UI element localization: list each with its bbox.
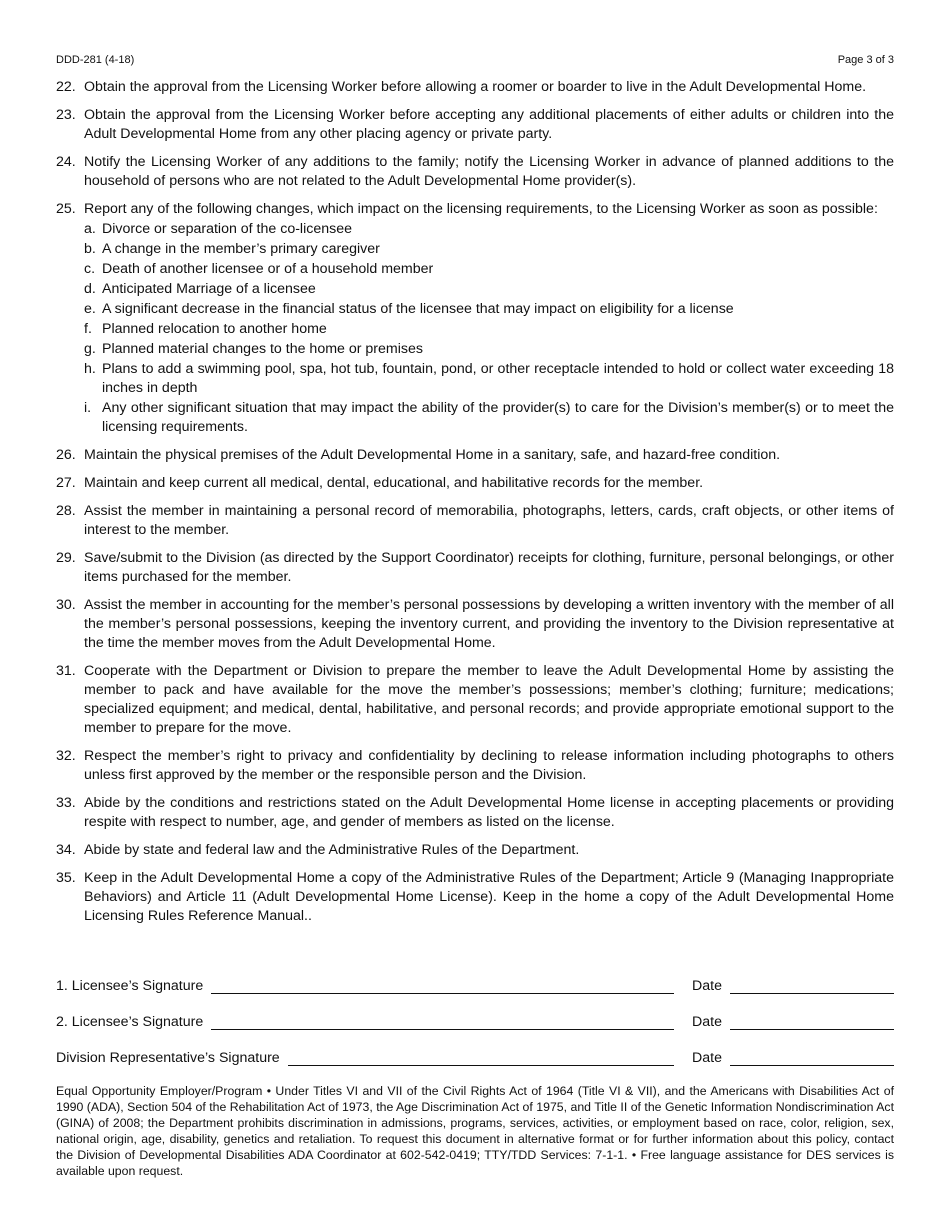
item-number: 24. (56, 154, 76, 170)
sub-item-letter: a. (84, 221, 96, 237)
requirements-list (56, 78, 894, 935)
list-item (56, 474, 894, 493)
item-text: Save/submit to the Division (as directed by the Support Coordinator) receipts for clothing, furniture, personal belongings, or other items purchased for the member. (84, 550, 894, 585)
signature-block (56, 975, 894, 1083)
sub-item-letter: b. (84, 241, 96, 257)
item-text: Keep in the Adult Developmental Home a copy of the Administrative Rules of the Department; Article 9 (Managing Inappropriate Behaviors) and Article 11 (Adult Developmental Home License). Keep in the home a copy of the Adult Developmental Home Licensing Rules Reference Manual.. (84, 870, 894, 924)
sub-item (84, 220, 894, 239)
item-number: 30. (56, 597, 76, 613)
division-rep-signature-label: Division Representative’s Signature (56, 1050, 280, 1066)
item-text: Abide by state and federal law and the Administrative Rules of the Department. (84, 842, 580, 858)
list-item (56, 153, 894, 191)
sub-item-letter: g. (84, 341, 96, 357)
item-text: Cooperate with the Department or Division to prepare the member to leave the Adult Developmental Home by assisting the member to pack and have available for the move the member’s possessions; member’s clothing; furniture; medications; specialized equipment; and medical, dental, habilitative, and personal records; and provide appropriate emotional support to the member to prepare for the move. (84, 663, 894, 736)
date-label: Date (692, 1050, 722, 1066)
list-item (56, 662, 894, 738)
licensee-2-date-field[interactable] (730, 1013, 894, 1030)
sub-item-text: Planned relocation to another home (102, 321, 327, 337)
sub-item-text: Death of another licensee or of a household member (102, 261, 434, 277)
item-text: Report any of the following changes, which impact on the licensing requirements, to the Licensing Worker as soon as possible: (84, 201, 878, 217)
sub-item-letter: i. (84, 400, 92, 416)
equal-opportunity-notice: Equal Opportunity Employer/Program • Under Titles VI and VII of the Civil Rights Act of 1964 (Title VI & VII), and the Americans with Disabilities Act of 1990 (ADA), Section 504 of the Rehabilitation Act of 1973, the Age Discrimination Act of 1975, and Title II of the Genetic Information Nondiscrimination Act (GINA) of 2008; the Department prohibits discrimination in admissions, programs, services, activities, or employment based on race, color, religion, sex, national origin, age, disability, genetics and retaliation. To request this document in alternative format or for further information about this policy, contact the Division of Developmental Disabilities ADA Coordinator at 602-542-0419; TTY/TDD Services: 7-1-1. • Free language assistance for DES services is available upon request. (56, 1084, 894, 1178)
item-text: Obtain the approval from the Licensing Worker before accepting any additional placements of either adults or children into the Adult Developmental Home from any other placing agency or private party. (84, 107, 894, 142)
item-text: Notify the Licensing Worker of any additions to the family; notify the Licensing Worker in advance of planned additions to the household of persons who are not related to the Adult Developmental Home provider(s). (84, 154, 894, 189)
division-rep-date-field[interactable] (730, 1049, 894, 1066)
signature-row-licensee-1 (56, 975, 894, 994)
sub-item (84, 260, 894, 279)
item-text: Abide by the conditions and restrictions stated on the Adult Developmental Home license in accepting placements or providing respite with respect to number, age, and gender of members as listed on the license. (84, 795, 894, 830)
item-text: Respect the member’s right to privacy and confidentiality by declining to release information including photographs to others unless first approved by the member or the responsible person and the Division. (84, 748, 894, 783)
item-text: Assist the member in accounting for the member’s personal possessions by developing a written inventory with the member of all the member’s personal possessions, keeping the inventory current, and providing the inventory to the Division representative at the time the member moves from the Adult Developmental Home. (84, 597, 894, 651)
item-number: 25. (56, 201, 76, 217)
list-item (56, 747, 894, 785)
item-number: 26. (56, 447, 76, 463)
sub-item-letter: f. (84, 321, 92, 337)
sub-item (84, 280, 894, 299)
date-label: Date (692, 1014, 722, 1030)
sub-item-letter: c. (84, 261, 96, 277)
sub-item-text: A significant decrease in the financial status of the licensee that may impact on eligibility for a license (102, 301, 734, 317)
licensee-1-date-field[interactable] (730, 977, 894, 994)
item-body (84, 200, 894, 437)
sub-item-text: Any other significant situation that may impact the ability of the provider(s) to care for the Division’s member(s) or to meet the licensing requirements. (102, 400, 894, 435)
list-item (56, 549, 894, 587)
item-number: 34. (56, 842, 76, 858)
sub-item-text: Divorce or separation of the co-licensee (102, 221, 352, 237)
sub-item-letter: d. (84, 281, 96, 297)
item-number: 31. (56, 663, 76, 679)
list-item (56, 78, 894, 97)
sub-item (84, 340, 894, 359)
item-number: 33. (56, 795, 76, 811)
licensee-1-signature-field[interactable] (211, 977, 674, 994)
item-text: Maintain and keep current all medical, dental, educational, and habilitative records for the member. (84, 475, 704, 491)
licensee-2-signature-label: 2. Licensee’s Signature (56, 1014, 204, 1030)
item-number: 23. (56, 107, 76, 123)
list-item (56, 794, 894, 832)
signature-row-division-rep (56, 1047, 894, 1066)
list-item (56, 841, 894, 860)
date-label: Date (692, 978, 722, 994)
sub-item (84, 240, 894, 259)
signature-row-licensee-2 (56, 1011, 894, 1030)
item-number: 29. (56, 550, 76, 566)
sub-item-text: Plans to add a swimming pool, spa, hot tub, fountain, pond, or other receptacle intended to hold or collect water exceeding 18 inches in depth (102, 361, 894, 396)
sub-item-letter: h. (84, 361, 96, 377)
division-rep-signature-field[interactable] (288, 1049, 674, 1066)
page-number: Page 3 of 3 (837, 54, 894, 66)
sub-item-letter: e. (84, 301, 96, 317)
list-item (56, 869, 894, 926)
item-number: 27. (56, 475, 76, 491)
item-number: 32. (56, 748, 76, 764)
sub-item (84, 399, 894, 437)
item-number: 28. (56, 503, 76, 519)
sub-item-text: A change in the member’s primary caregiver (102, 241, 380, 257)
sub-item (84, 300, 894, 319)
sub-item-text: Planned material changes to the home or premises (102, 341, 423, 357)
sub-item (84, 360, 894, 398)
item-text: Obtain the approval from the Licensing Worker before allowing a roomer or boarder to live in the Adult Developmental Home. (84, 79, 867, 95)
list-item (56, 446, 894, 465)
sub-item (84, 320, 894, 339)
licensee-1-signature-label: 1. Licensee’s Signature (56, 978, 204, 994)
sub-item-text: Anticipated Marriage of a licensee (102, 281, 316, 297)
item-text: Maintain the physical premises of the Adult Developmental Home in a sanitary, safe, and hazard-free condition. (84, 447, 781, 463)
page-header (56, 54, 894, 66)
list-item (56, 106, 894, 144)
list-item (56, 596, 894, 653)
item-number: 35. (56, 870, 76, 886)
item-text: Assist the member in maintaining a personal record of memorabilia, photographs, letters, cards, craft objects, or other items of interest to the member. (84, 503, 894, 538)
item-number: 22. (56, 79, 76, 95)
list-item (56, 200, 894, 437)
form-id: DDD-281 (4-18) (56, 54, 135, 66)
list-item (56, 502, 894, 540)
licensee-2-signature-field[interactable] (211, 1013, 674, 1030)
